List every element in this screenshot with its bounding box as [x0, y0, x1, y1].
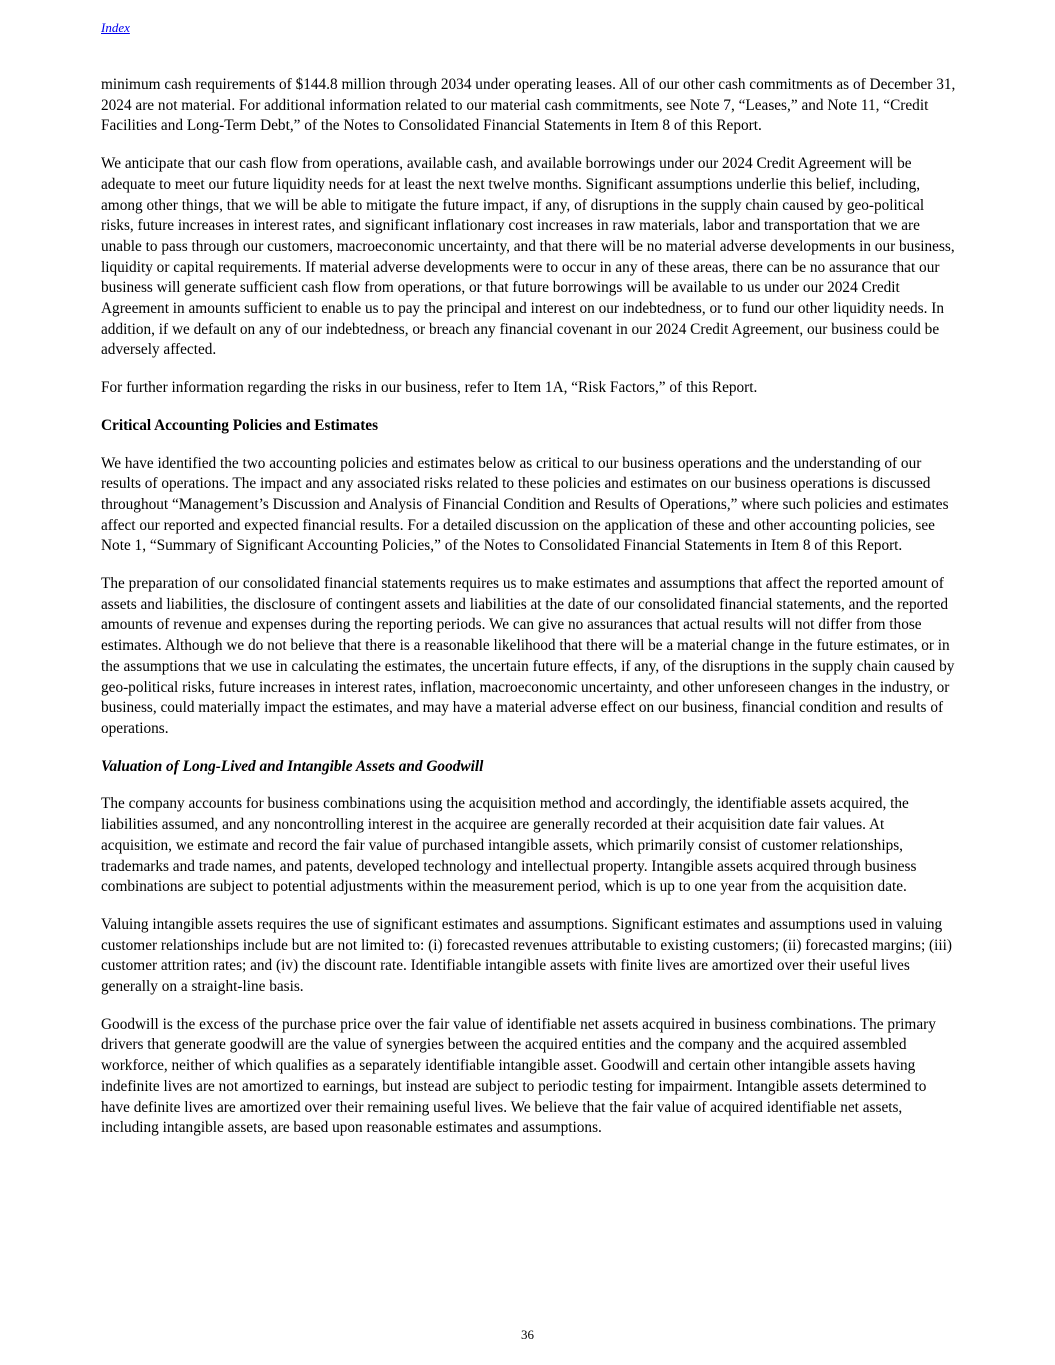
paragraph-liquidity-outlook: We anticipate that our cash flow from operations, available cash, and available borrowings under our 2024 Credit Agreement will be adequate to meet our future liquidity needs for at least the next twelve months. Significant assumptions underlie this belief, including, among other things, that we will be able to mitigate the future impact, if any, of disruptions in the supply chain caused by geo-political risks, future increases in interest rates, and significant inflationary cost increases in raw materials, labor and transportation that we are unable to pass through our customers, macroeconomic uncertainty, and that there will be no material adverse developments in our business, liquidity or capital requirements. If material adverse developments were to occur in any of these areas, there can be no assurance that our business will generate sufficient cash flow from operations, or that future borrowings will be available to us under our 2024 Credit Agreement in amounts sufficient to enable us to pay the principal and interest on our indebtedness, or to fund our other liquidity needs. In addition, if we default on any of our indebtedness, or breach any financial covenant in our 2024 Credit Agreement, our business could be adversely affected.	[101, 155, 955, 359]
page-number: 36	[521, 1327, 534, 1342]
paragraph-business-combinations: The company accounts for business combinations using the acquisition method and accordingly, the identifiable assets acquired, the liabilities assumed, and any noncontrolling interest in the acquiree are generally recorded at their acquisition date fair values. At acquisition, we estimate and record the fair value of purchased intangible assets, which primarily consist of customer relationships, trademarks and trade names, and patents, developed technology and intellectual property. Intangible assets acquired through business combinations are subject to potential adjustments within the measurement period, which is up to one year from the acquisition date.	[101, 795, 917, 896]
document-body	[101, 75, 959, 1156]
heading-critical-accounting-policies: Critical Accounting Policies and Estimates	[101, 416, 379, 434]
heading-valuation-intangible-assets: Valuation of Long-Lived and Intangible Assets and Goodwill	[101, 757, 484, 775]
paragraph-risk-reference: For further information regarding the risks in our business, refer to Item 1A, “Risk Factors,” of this Report.	[101, 379, 758, 397]
paragraph-goodwill: Goodwill is the excess of the purchase price over the fair value of identifiable net assets acquired in business combinations. The primary drivers that generate goodwill are the value of synergies between the acquired entities and the company and the acquired assembled workforce, neither of which qualifies as a separately identifiable intangible asset. Goodwill and certain other intangible assets having indefinite lives are not amortized to earnings, but instead are subject to periodic testing for impairment. Intangible assets determined to have definite lives are amortized over their remaining useful lives. We believe that the fair value of acquired identifiable net assets, including intangible assets, are based upon reasonable estimates and assumptions.	[101, 1015, 936, 1137]
paragraph-policies-intro: We have identified the two accounting policies and estimates below as critical to our business operations and the understanding of our results of operations. The impact and any associated risks related to these policies and estimates on our business operations is discussed throughout “Management’s Discussion and Analysis of Financial Condition and Results of Operations,” where such policies and estimates affect our reported and expected financial results. For a detailed discussion on the application of these and other accounting policies, see Note 1, “Summary of Significant Accounting Policies,” of the Notes to Consolidated Financial Statements in Item 8 of this Report.	[101, 454, 949, 555]
paragraph-cash-commitments: minimum cash requirements of $144.8 million through 2034 under operating leases. All of our other cash commitments as of December 31, 2024 are not material. For additional information related to our material cash commitments, see Note 7, “Leases,” and Note 11, “Credit Facilities and Long-Term Debt,” of the Notes to Consolidated Financial Statements in Item 8 of this Report.	[101, 76, 956, 135]
paragraph-estimates-preparation: The preparation of our consolidated financial statements requires us to make estimates and assumptions that affect the reported amount of assets and liabilities, the disclosure of contingent assets and liabilities at the date of our consolidated financial statements, and the reported amounts of revenue and expenses during the reporting periods. We can give no assurances that actual results will not differ from those estimates. Although we do not believe that there is a reasonable likelihood that there will be a material change in the future estimates, or in the assumptions that we use in calculating the estimates, the uncertain future effects, if any, of the disruptions in the supply chain caused by geo-political risks, future increases in interest rates, inflation, macroeconomic uncertainty, and other unforeseen changes in the industry, or business, could materially impact the estimates, and may have a material adverse effect on our business, financial condition and results of operations.	[101, 575, 955, 737]
paragraph-valuing-intangibles: Valuing intangible assets requires the use of significant estimates and assumptions. Significant estimates and assumptions used in valuing customer relationships include but are not limited to: (i) forecasted revenues attributable to existing customers; (ii) forecasted margins; (iii) customer attrition rates; and (iv) the discount rate. Identifiable intangible assets with finite lives are amortized over their useful lives generally on a straight-line basis.	[101, 915, 952, 996]
index-link[interactable]: Index	[101, 20, 130, 35]
